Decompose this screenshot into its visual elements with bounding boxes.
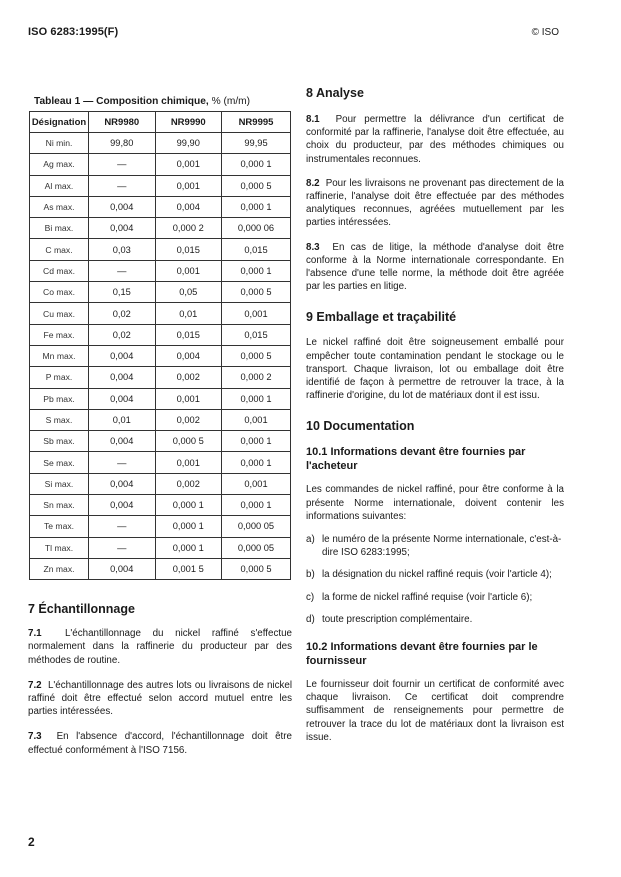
table-row xyxy=(30,495,291,516)
value-cell: 0,004 xyxy=(89,473,156,494)
clause-number: 8.2 xyxy=(306,177,320,189)
value-cell: 0,03 xyxy=(89,239,156,260)
value-cell: 0,000 1 xyxy=(222,495,291,516)
element-cell: Si max. xyxy=(30,473,89,494)
value-cell: 0,004 xyxy=(89,431,156,452)
table-row xyxy=(30,133,291,154)
table-row xyxy=(30,473,291,494)
element-cell: C max. xyxy=(30,239,89,260)
value-cell: 0,01 xyxy=(155,303,222,324)
clause-number: 7.3 xyxy=(28,731,42,743)
column-header: Désignation xyxy=(30,112,89,133)
value-cell: 0,001 xyxy=(222,473,291,494)
left-column xyxy=(28,96,292,757)
section-title: 7 Échantillonnage xyxy=(28,602,135,617)
paragraph-7-2 xyxy=(28,679,292,719)
clause-number: 8.1 xyxy=(306,114,320,125)
value-cell: 0,001 xyxy=(155,388,222,409)
value-cell: — xyxy=(89,154,156,175)
value-cell: 0,002 xyxy=(155,409,222,430)
element-cell: P max. xyxy=(30,367,89,388)
value-cell: 99,80 xyxy=(89,133,156,154)
element-cell: Co max. xyxy=(30,282,89,303)
table-row xyxy=(30,409,291,430)
value-cell: — xyxy=(89,516,156,537)
element-cell: Pb max. xyxy=(30,388,89,409)
element-cell: Fe max. xyxy=(30,324,89,345)
value-cell: 0,000 1 xyxy=(222,154,291,175)
table-row xyxy=(30,452,291,473)
paragraph-text: L'échantillonnage des autres lots ou livraisons de nickel raffiné doit être effectué selon accord mutuel entre les parties intéressées. xyxy=(28,679,292,718)
paragraph-10-1-intro: Les commandes de nickel raffiné, pour être conforme à la présente Norme internationale, doivent contenir les informations suivantes: xyxy=(306,484,564,522)
value-cell: — xyxy=(89,452,156,473)
value-cell: 99,95 xyxy=(222,133,291,154)
clause-number: 8.3 xyxy=(306,241,320,253)
list-item xyxy=(306,568,564,581)
paragraph-text: L'échantillonnage du nickel raffiné s'effectue normalement dans la raffinerie du producteur par des méthodes de routine. xyxy=(28,628,292,666)
list-item-label: b) xyxy=(306,569,315,581)
column-header: NR9990 xyxy=(155,112,222,133)
paragraph-8-1 xyxy=(306,113,564,166)
table-row xyxy=(30,345,291,366)
value-cell: 0,001 xyxy=(155,260,222,281)
table-row xyxy=(30,388,291,409)
element-cell: Bi max. xyxy=(30,218,89,239)
value-cell: 0,000 1 xyxy=(155,516,222,537)
table-row xyxy=(30,324,291,345)
value-cell: 0,000 1 xyxy=(155,495,222,516)
value-cell: 0,002 xyxy=(155,473,222,494)
value-cell: — xyxy=(89,537,156,558)
list-item-label: a) xyxy=(306,534,315,546)
element-cell: Ni min. xyxy=(30,133,89,154)
section-title: 10 Documentation xyxy=(306,419,415,434)
required-information-list xyxy=(306,533,564,626)
page-number: 2 xyxy=(28,835,35,849)
table-row xyxy=(30,218,291,239)
list-item xyxy=(306,533,564,559)
value-cell: 0,02 xyxy=(89,324,156,345)
value-cell: 0,015 xyxy=(155,239,222,260)
element-cell: S max. xyxy=(30,409,89,430)
subsection-title: 10.2 Informations devant être fournies par le fournisseur xyxy=(306,641,538,668)
table-row xyxy=(30,196,291,217)
value-cell: 0,000 5 xyxy=(222,345,291,366)
list-item xyxy=(306,613,564,626)
value-cell: 0,000 1 xyxy=(222,388,291,409)
list-item xyxy=(306,591,564,604)
table-row xyxy=(30,260,291,281)
element-cell: Cd max. xyxy=(30,260,89,281)
value-cell: 0,004 xyxy=(89,218,156,239)
element-cell: Se max. xyxy=(30,452,89,473)
table-row xyxy=(30,537,291,558)
value-cell: 0,001 xyxy=(222,409,291,430)
element-cell: As max. xyxy=(30,196,89,217)
value-cell: 0,000 5 xyxy=(222,282,291,303)
section-title: 8 Analyse xyxy=(306,86,364,100)
element-cell: Al max. xyxy=(30,175,89,196)
element-cell: Mn max. xyxy=(30,345,89,366)
right-column xyxy=(306,86,564,744)
table-row xyxy=(30,282,291,303)
element-cell: Zn max. xyxy=(30,558,89,579)
table-row xyxy=(30,516,291,537)
table-body xyxy=(30,133,291,580)
value-cell: 0,01 xyxy=(89,409,156,430)
table-row xyxy=(30,558,291,579)
table-header-row xyxy=(30,112,291,133)
paragraph-8-3 xyxy=(306,241,564,294)
element-cell: Cu max. xyxy=(30,303,89,324)
list-item-text: la désignation du nickel raffiné requis (voir l'article 4); xyxy=(322,569,552,581)
value-cell: 0,000 1 xyxy=(222,431,291,452)
value-cell: 99,90 xyxy=(155,133,222,154)
value-cell: 0,000 2 xyxy=(155,218,222,239)
value-cell: 0,015 xyxy=(222,239,291,260)
value-cell: 0,004 xyxy=(89,558,156,579)
value-cell: 0,000 1 xyxy=(155,537,222,558)
table-caption-unit: % (m/m) xyxy=(211,96,251,107)
element-cell: Sb max. xyxy=(30,431,89,452)
paragraph-10-2: Le fournisseur doit fournir un certificat de conformité avec chaque livraison. Ce certificat doit comprendre suffisamment de renseignements pour permettre de retrouver la trace du lot de matériaux dont la livraison est issue. xyxy=(306,679,564,743)
value-cell: 0,001 xyxy=(222,303,291,324)
value-cell: 0,002 xyxy=(155,367,222,388)
list-item-text: le numéro de la présente Norme internationale, c'est-à-dire ISO 6283:1995; xyxy=(322,534,562,559)
value-cell: 0,000 06 xyxy=(222,218,291,239)
paragraph-9: Le nickel raffiné doit être soigneusement emballé pour empêcher toute contamination pendant le stockage ou le transport. Chaque livraison, lot ou emballage doit être identifié de façon à permettre de retrouver la trace, à la raffinerie d'origine, du lot de matériaux dont il est issu. xyxy=(306,337,564,402)
element-cell: Te max. xyxy=(30,516,89,537)
value-cell: 0,004 xyxy=(89,196,156,217)
value-cell: 0,001 xyxy=(155,175,222,196)
document-header-copyright: © ISO xyxy=(531,27,559,38)
subsection-title: 10.1 Informations devant être fournies par l'acheteur xyxy=(306,446,526,473)
value-cell: 0,001 xyxy=(155,452,222,473)
document-header-standard: ISO 6283:1995(F) xyxy=(28,26,119,38)
value-cell: 0,000 05 xyxy=(222,537,291,558)
value-cell: 0,000 5 xyxy=(155,431,222,452)
value-cell: 0,004 xyxy=(89,388,156,409)
value-cell: 0,015 xyxy=(222,324,291,345)
value-cell: 0,000 1 xyxy=(222,452,291,473)
value-cell: 0,015 xyxy=(155,324,222,345)
value-cell: 0,004 xyxy=(89,367,156,388)
value-cell: — xyxy=(89,260,156,281)
value-cell: 0,001 5 xyxy=(155,558,222,579)
chemical-composition-table xyxy=(29,111,291,580)
paragraph-8-2 xyxy=(306,177,564,230)
table-caption-title: Tableau 1 — Composition chimique, xyxy=(34,96,209,107)
element-cell: Sn max. xyxy=(30,495,89,516)
clause-number: 7.2 xyxy=(28,679,42,691)
value-cell: 0,02 xyxy=(89,303,156,324)
value-cell: — xyxy=(89,175,156,196)
paragraph-text: Pour permettre la délivrance d'un certificat de conformité par la raffinerie, l'analyse doit être effectuée, au choix du producteur, par des méthodes chimiques ou instrumentales reconnues. xyxy=(306,114,564,165)
table-row xyxy=(30,303,291,324)
table-row xyxy=(30,239,291,260)
table-row xyxy=(30,154,291,175)
value-cell: 0,004 xyxy=(89,495,156,516)
value-cell: 0,15 xyxy=(89,282,156,303)
paragraph-7-1 xyxy=(28,627,292,667)
section-7 xyxy=(28,602,292,757)
value-cell: 0,000 05 xyxy=(222,516,291,537)
column-header: NR9995 xyxy=(222,112,291,133)
value-cell: 0,000 1 xyxy=(222,196,291,217)
element-cell: Tl max. xyxy=(30,537,89,558)
value-cell: 0,004 xyxy=(155,345,222,366)
value-cell: 0,000 5 xyxy=(222,175,291,196)
value-cell: 0,000 5 xyxy=(222,558,291,579)
list-item-text: toute prescription complémentaire. xyxy=(322,613,473,625)
table-row xyxy=(30,175,291,196)
element-cell: Ag max. xyxy=(30,154,89,175)
paragraph-7-3 xyxy=(28,730,292,756)
paragraph-text: Pour les livraisons ne provenant pas directement de la raffinerie, l'analyse doit être effectuée par des méthodes analytiques reconnues, agréées mutuellement par les parties intéressées. xyxy=(306,177,564,229)
value-cell: 0,05 xyxy=(155,282,222,303)
table-row xyxy=(30,367,291,388)
value-cell: 0,001 xyxy=(155,154,222,175)
table-row xyxy=(30,431,291,452)
value-cell: 0,000 1 xyxy=(222,260,291,281)
paragraph-text: En cas de litige, la méthode d'analyse doit être conforme à la Norme internationale correspondante. En l'absence d'une telle norme, la méthode doit être agréée par les parties en litige. xyxy=(306,241,564,293)
table-caption xyxy=(34,96,292,107)
paragraph-text: En l'absence d'accord, l'échantillonnage doit être effectué conformément à l'ISO 7156. xyxy=(28,731,292,756)
value-cell: 0,004 xyxy=(89,345,156,366)
list-item-text: la forme de nickel raffiné requise (voir l'article 6); xyxy=(322,591,533,603)
section-title: 9 Emballage et traçabilité xyxy=(306,310,457,325)
list-item-label: c) xyxy=(306,591,315,603)
list-item-label: d) xyxy=(306,613,315,625)
clause-number: 7.1 xyxy=(28,628,42,640)
value-cell: 0,004 xyxy=(155,196,222,217)
value-cell: 0,000 2 xyxy=(222,367,291,388)
column-header: NR9980 xyxy=(89,112,156,133)
